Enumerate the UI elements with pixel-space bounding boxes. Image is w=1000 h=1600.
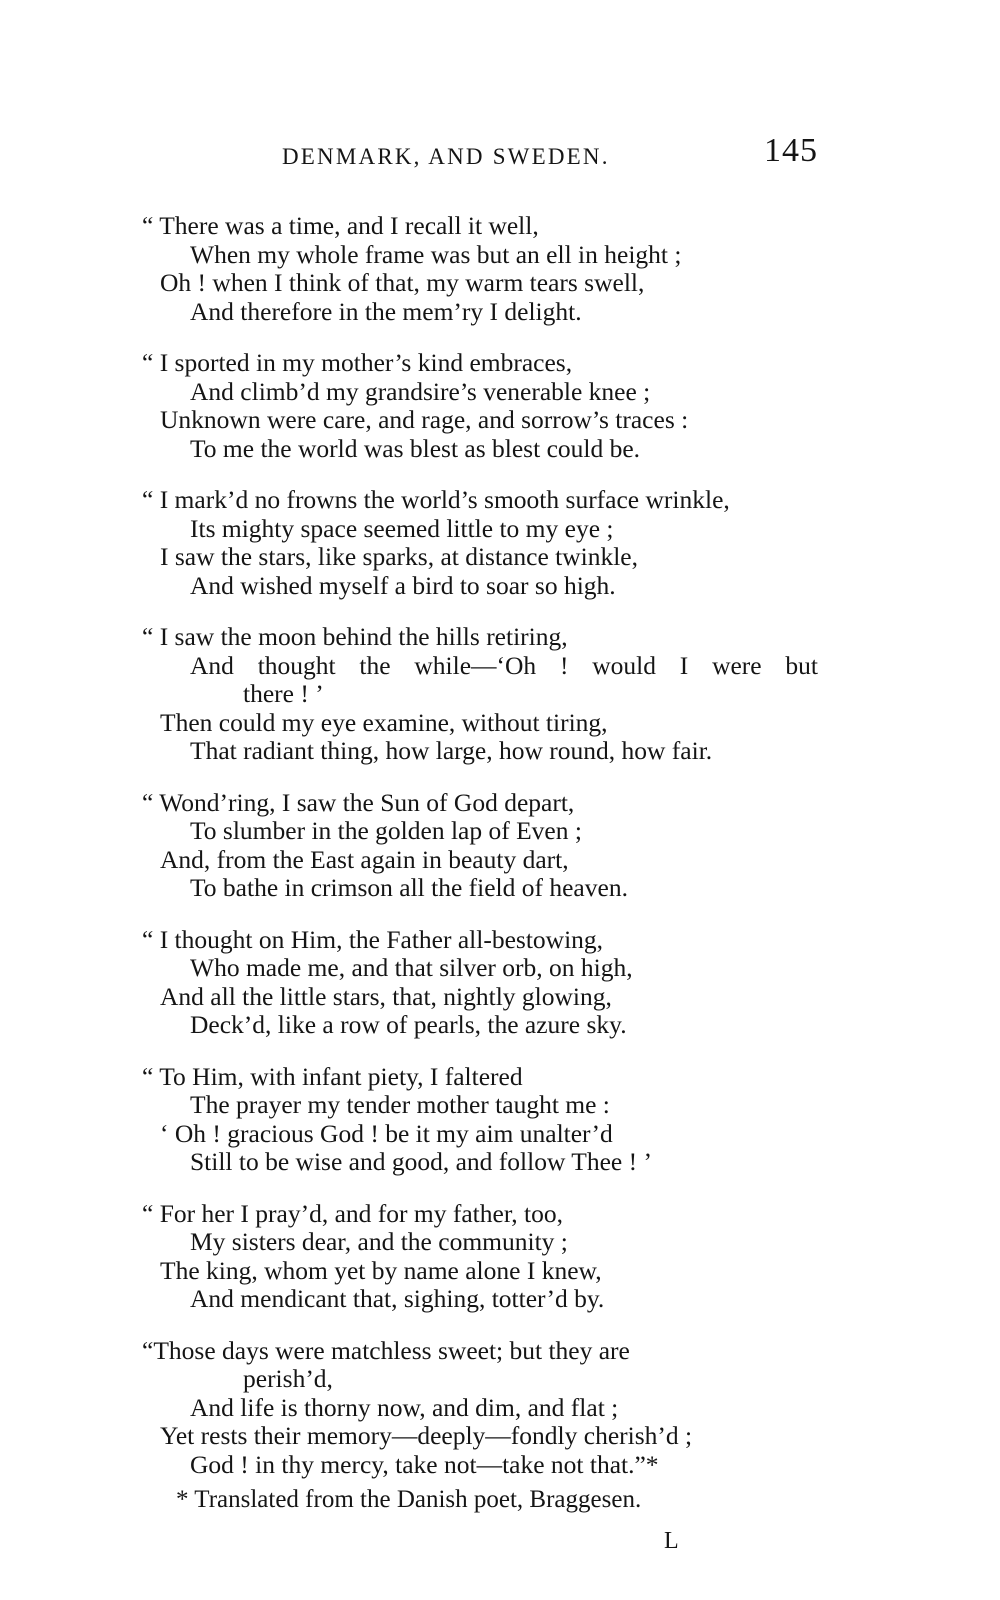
stanza xyxy=(0,1200,1000,1314)
stanza xyxy=(0,623,1000,766)
poem-line: “ To Him, with infant piety, I faltered xyxy=(142,1061,523,1091)
poem-body xyxy=(0,212,1000,1502)
poem-line: The prayer my tender mother taught me : xyxy=(190,1090,610,1119)
poem-line: The king, whom yet by name alone I knew, xyxy=(160,1255,602,1285)
poem-line: That radiant thing, how large, how round, how fair. xyxy=(190,736,713,765)
stanza xyxy=(0,1063,1000,1177)
page-number: 145 xyxy=(764,132,818,169)
poem-line-continuation: perish’d, xyxy=(243,1364,333,1393)
poem-line: To bathe in crimson all the field of heaven. xyxy=(190,873,628,902)
poem-line: Yet rests their memory—deeply—fondly cherish’d ; xyxy=(160,1421,693,1450)
signature-mark: L xyxy=(664,1528,679,1554)
poem-line: “Those days were matchless sweet; but they are xyxy=(142,1335,630,1365)
poem-line: Its mighty space seemed little to my eye ; xyxy=(190,513,614,543)
poem-line: Still to be wise and good, and follow Thee ! ’ xyxy=(190,1147,652,1176)
poem-line: God ! in thy mercy, take not—take not that.”* xyxy=(190,1449,659,1479)
page-header xyxy=(0,132,1000,182)
poem-line: Who made me, and that silver orb, on high, xyxy=(190,953,633,982)
running-title: DENMARK, AND SWEDEN. xyxy=(282,144,610,169)
poem-line: “ Wond’ring, I saw the Sun of God depart, xyxy=(142,787,575,817)
poem-line: “ There was a time, and I recall it well, xyxy=(142,211,539,240)
poem-line: I saw the stars, like sparks, at distance twinkle, xyxy=(160,542,639,571)
stanza xyxy=(0,212,1000,326)
poem-line: “ I saw the moon behind the hills retiring, xyxy=(142,622,568,651)
stanza xyxy=(0,1337,1000,1480)
poem-line: And wished myself a bird to soar so high. xyxy=(190,570,616,600)
poem-line: To slumber in the golden lap of Even ; xyxy=(190,816,582,845)
stanza xyxy=(0,349,1000,463)
poem-line: “ For her I pray’d, and for my father, too, xyxy=(142,1198,563,1228)
poem-line: “ I thought on Him, the Father all-bestowing, xyxy=(142,924,604,954)
footnote: * Translated from the Danish poet, Braggesen. xyxy=(176,1486,642,1513)
poem-line: Deck’d, like a row of pearls, the azure sky. xyxy=(190,1010,627,1039)
poem-line: And all the little stars, that, nightly glowing, xyxy=(160,981,612,1011)
poem-line: When my whole frame was but an ell in height ; xyxy=(190,239,682,269)
poem-line: Then could my eye examine, without tiring, xyxy=(160,707,608,737)
poem-line-continuation: there ! ’ xyxy=(243,679,324,708)
poem-line: And life is thorny now, and dim, and flat ; xyxy=(190,1392,619,1422)
stanza xyxy=(0,789,1000,903)
poem-line: Oh ! when I think of that, my warm tears swell, xyxy=(160,268,645,297)
stanza xyxy=(0,486,1000,600)
stanza xyxy=(0,926,1000,1040)
poem-line: And therefore in the mem’ry I delight. xyxy=(190,296,582,326)
poem-line: And mendicant that, sighing, totter’d by. xyxy=(190,1284,605,1313)
poem-line: ‘ Oh ! gracious God ! be it my aim unalter’d xyxy=(160,1118,613,1148)
poem-line: And climb’d my grandsire’s venerable knee ; xyxy=(190,376,651,406)
poem-line: And thought the while—‘Oh ! would I were but xyxy=(190,650,818,680)
poem-line: To me the world was blest as blest could be. xyxy=(190,433,641,463)
poem-line: Unknown were care, and rage, and sorrow’s traces : xyxy=(160,405,689,434)
poem-line: “ I mark’d no frowns the world’s smooth surface wrinkle, xyxy=(142,485,730,514)
poem-line: “ I sported in my mother’s kind embraces, xyxy=(142,348,573,377)
poem-line: My sisters dear, and the community ; xyxy=(190,1227,568,1256)
poem-line: And, from the East again in beauty dart, xyxy=(160,844,569,874)
